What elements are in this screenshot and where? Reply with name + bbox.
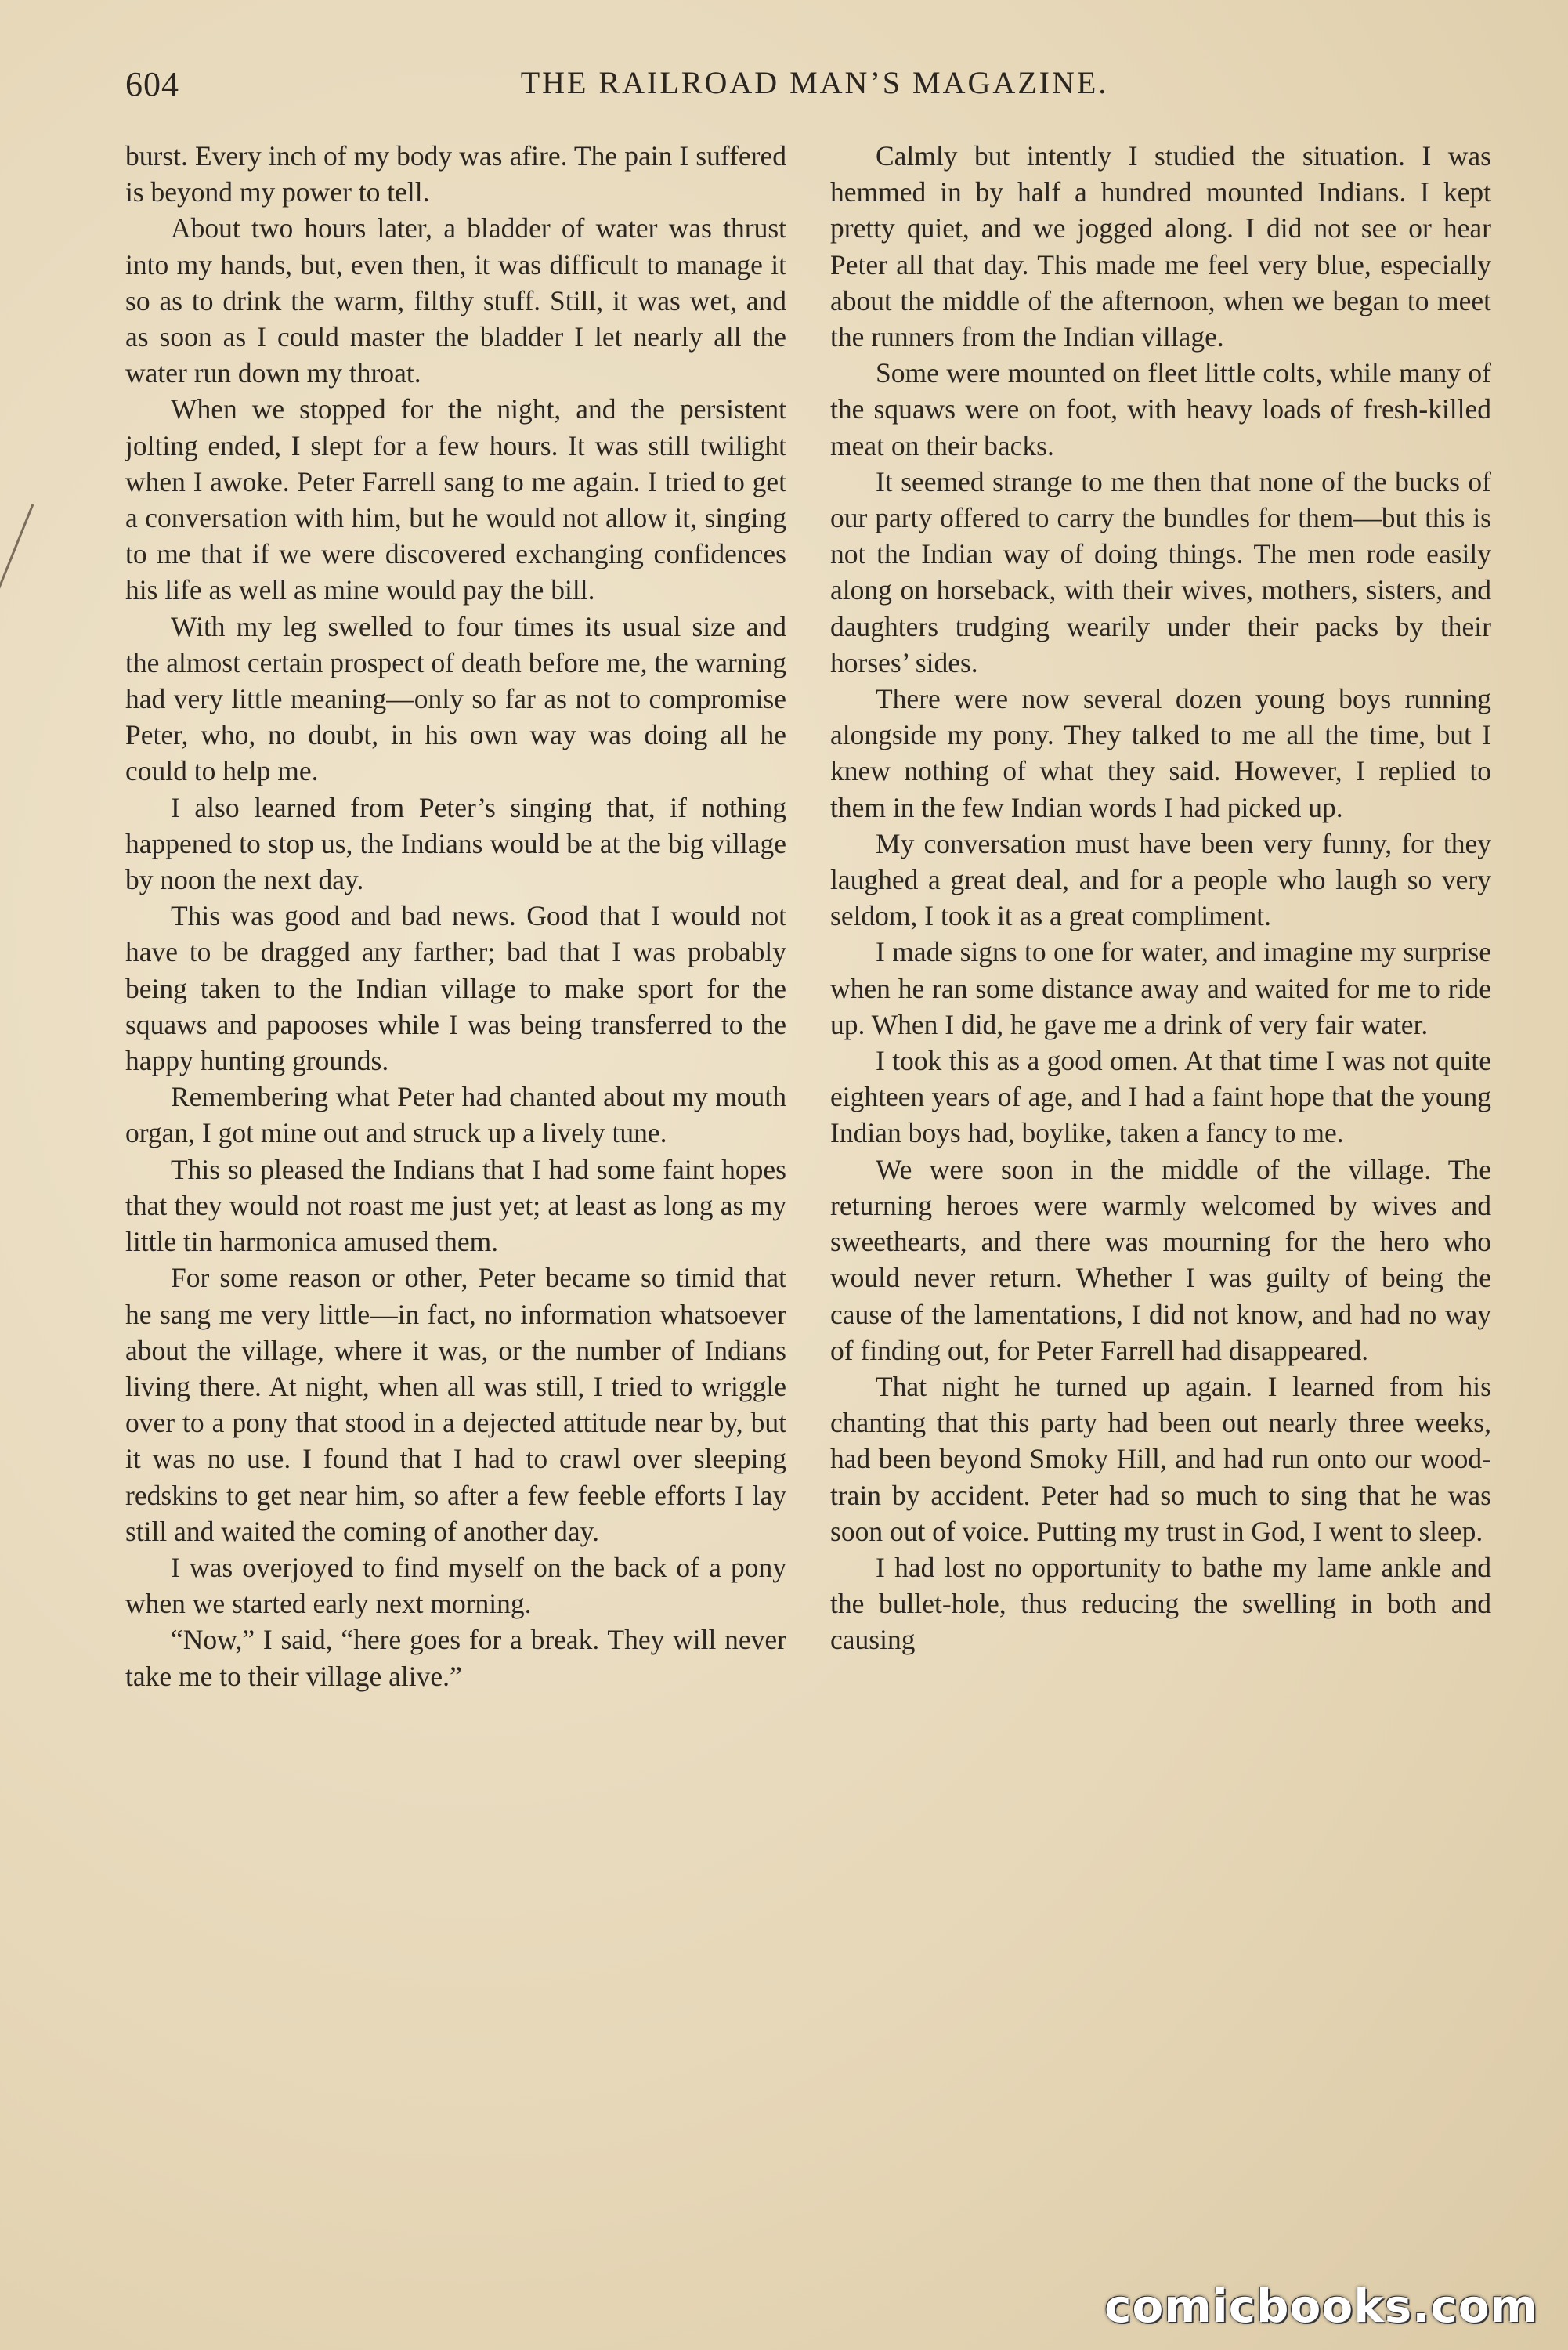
paragraph: About two hours later, a bladder of water was thrust into my hands, but, even then, it was difficult to manage it so as to drink the warm, filthy stuff. Still, it was wet, and as soon as I could master the bladder I let nearly all the water run down my throat. bbox=[125, 212, 786, 389]
paragraph: That night he turned up again. I learned from his chanting that this party had been out nearly three weeks, had been beyond Smoky Hill, and had run onto our wood-train by accident. Peter had so much to sing that he was soon out of voice. Putting my trust in God, I went to sleep. bbox=[830, 1370, 1491, 1547]
paragraph: Some were mounted on fleet little colts, while many of the squaws were on foot, with heavy loads of fresh-killed meat on their backs. bbox=[830, 357, 1491, 461]
paragraph: It seemed strange to me then that none of the bucks of our party offered to carry the bundles for them—but this is not the Indian way of doing things. The men rode easily along on horseback, with their wives, mothers, sisters, and daughters trudging wearily under their packs by their horses’ sides. bbox=[830, 465, 1491, 678]
paragraph: I also learned from Peter’s singing that, if nothing happened to stop us, the Indians would be at the big village by noon the next day. bbox=[125, 791, 786, 896]
paragraph: We were soon in the middle of the village. The returning heroes were warmly welcomed by wives and sweethearts, and there was mourning for the hero who would never return. Whether I was guilty of being the cause of the lamentations, I did not know, and had no way of finding out, for Peter Farrell had disappeared. bbox=[830, 1153, 1491, 1366]
paragraph: “Now,” I said, “here goes for a break. They will never take me to their village alive.” bbox=[125, 1624, 786, 1692]
paragraph: With my leg swelled to four times its usual size and the almost certain prospect of death before me, the warning had very little meaning—only so far as not to compromise Peter, who, no doubt, in his own way was doing all he could to help me. bbox=[125, 610, 786, 787]
watermark-logo: comicbooks.com bbox=[1104, 2280, 1538, 2333]
page-header bbox=[125, 64, 1504, 119]
paragraph: My conversation must have been very funny, for they laughed a great deal, and for a people who laugh so very seldom, I took it as a great compliment. bbox=[830, 827, 1491, 932]
paragraph: Calmly but intently I studied the situation. I was hemmed in by half a hundred mounted Indians. I kept pretty quiet, and we jogged along. I did not see or hear Peter all that day. This made me feel very blue, especially about the middle of the afternoon, when we began to meet the runners from the Indian village. bbox=[830, 140, 1491, 353]
paragraph: Remembering what Peter had chanted about my mouth organ, I got mine out and struck up a lively tune. bbox=[125, 1081, 786, 1149]
right-column bbox=[830, 138, 1491, 1658]
paragraph: For some reason or other, Peter became so timid that he sang me very little—in fact, no information whatsoever about the village, where it was, or the number of Indians living there. At night, when all was still, I tried to wriggle over to a pony that stood in a dejected attitude near by, but it was no use. I found that I had to crawl over sleeping redskins to get near him, so after a few feeble efforts I lay still and waited the coming of another day. bbox=[125, 1262, 786, 1547]
paragraph: I took this as a good omen. At that time I was not quite eighteen years of age, and I had a faint hope that the young Indian boys had, boylike, taken a fancy to me. bbox=[830, 1045, 1491, 1149]
paragraph: This was good and bad news. Good that I would not have to be dragged any farther; bad that I was probably being taken to the Indian village to make sport for the squaws and papooses while I was being transferred to the happy hunting grounds. bbox=[125, 900, 786, 1077]
left-column bbox=[125, 138, 786, 1694]
paragraph: I made signs to one for water, and imagine my surprise when he ran some distance away and waited for me to ride up. When I did, he gave me a drink of very fair water. bbox=[830, 936, 1491, 1040]
paragraph: There were now several dozen young boys running alongside my pony. They talked to me all the time, but I knew nothing of what they said. However, I replied to them in the few Indian words I had picked up. bbox=[830, 683, 1491, 823]
page-number: 604 bbox=[125, 65, 179, 103]
paragraph: This so pleased the Indians that I had some faint hopes that they would not roast me just yet; at least as long as my little tin harmonica amused them. bbox=[125, 1153, 786, 1258]
running-title: THE RAILROAD MAN’S MAGAZINE. bbox=[520, 65, 1109, 100]
paragraph: I was overjoyed to find myself on the back of a pony when we started early next morning. bbox=[125, 1551, 786, 1620]
paragraph: I had lost no opportunity to bathe my lame ankle and the bullet-hole, thus reducing the swelling in both and causing bbox=[830, 1551, 1491, 1656]
paragraph: burst. Every inch of my body was afire. The pain I suffered is beyond my power to tell. bbox=[125, 140, 786, 208]
paragraph: When we stopped for the night, and the persistent jolting ended, I slept for a few hours. It was still twilight when I awoke. Peter Farrell sang to me again. I tried to get a conversation with him, but he would not allow it, singing to me that if we were discovered exchanging confidences his life as well as mine would pay the bill. bbox=[125, 393, 786, 606]
margin-pencil-mark bbox=[0, 504, 38, 608]
